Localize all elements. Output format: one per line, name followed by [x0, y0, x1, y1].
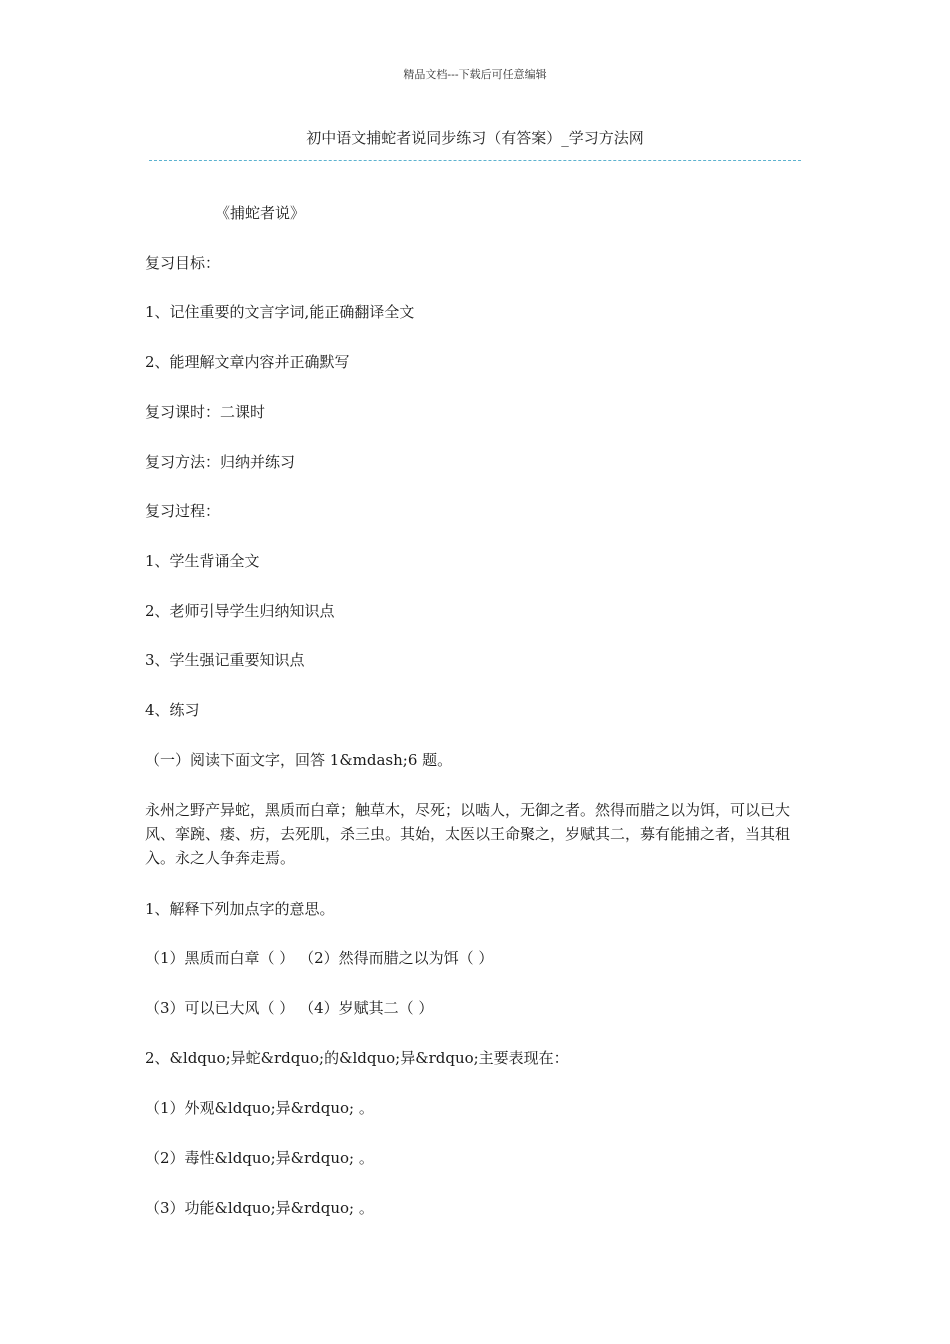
exercise-instruction: （一）阅读下面文字，回答 1&mdash;6 题。	[145, 751, 453, 769]
process-step: 3、学生强记重要知识点	[145, 651, 305, 669]
review-goals-heading: 复习目标：	[145, 254, 221, 272]
question-2: 2、&ldquo;异蛇&rdquo;的&ldquo;异&rdquo;主要表现在：	[145, 1049, 569, 1067]
page-header-note: 精品文档---下载后可任意编辑	[403, 68, 547, 81]
review-goal-item: 2、能理解文章内容并正确默写	[145, 353, 350, 371]
question-2-item: （3）功能&ldquo;异&rdquo; 。	[145, 1199, 374, 1217]
review-method: 复习方法：归纳并练习	[145, 453, 296, 471]
document-title: 初中语文捕蛇者说同步练习（有答案）_学习方法网	[306, 129, 644, 147]
reading-passage: 永州之野产异蛇，黑质而白章；触草木，尽死；以啮人，无御之者。然得而腊之以为饵，可以已大风、挛踠、瘘、疠，去死肌，杀三虫。其始，太医以王命聚之，岁赋其二，募有能捕之者，当其租入。永之人争奔走焉。	[145, 801, 791, 867]
process-step: 4、练习	[145, 701, 200, 719]
title-divider	[149, 160, 801, 161]
review-goal-item: 1、记住重要的文言字词,能正确翻译全文	[145, 303, 415, 321]
review-process-heading: 复习过程：	[145, 502, 221, 520]
question-1: 1、解释下列加点字的意思。	[145, 900, 335, 918]
essay-title: 《捕蛇者说》	[215, 204, 306, 222]
process-step: 1、学生背诵全文	[145, 552, 260, 570]
question-2-item: （1）外观&ldquo;异&rdquo; 。	[145, 1099, 374, 1117]
question-1-items: （1）黑质而白章（ ） （2）然得而腊之以为饵（ ）	[145, 949, 494, 967]
question-2-item: （2）毒性&ldquo;异&rdquo; 。	[145, 1149, 374, 1167]
review-hours: 复习课时：二课时	[145, 403, 266, 421]
process-step: 2、老师引导学生归纳知识点	[145, 602, 335, 620]
question-1-items: （3）可以已大风（ ） （4）岁赋其二（ ）	[145, 999, 434, 1017]
